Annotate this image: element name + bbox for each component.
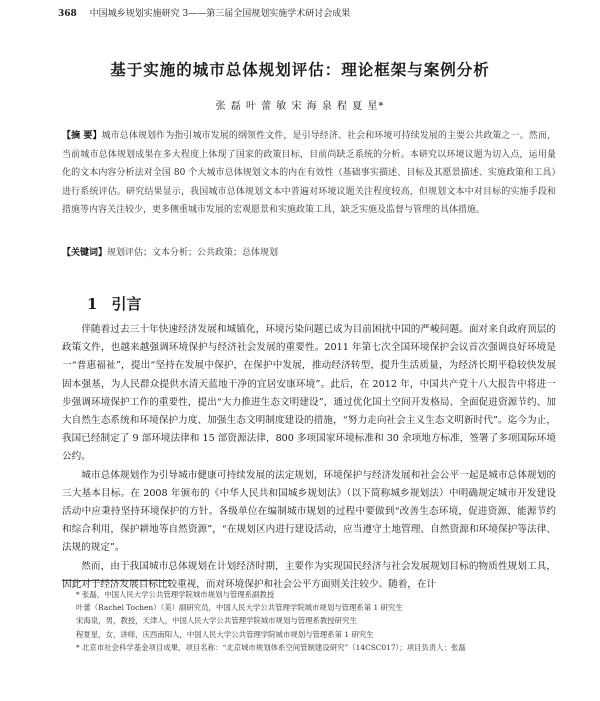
body-paragraph: 伴随着过去三十年快速经济发展和城镇化，环境污染问题已成为目前困扰中国的严峻问题。面对来自政府顶层的政策文件，也越来越强调环境保护与经济社会发展的重要性。2011 年第七次全国环境保护会议首次强调良好环境是一“普惠福祉”，提出“坚持在发展中保护，在保护中发展，推动经济转型，提升生活质量，为经济长期平稳较快发展固本强基，为人民群众提供水清天蓝地干净的宜居安康环境”。此后，在 2012 年，中国共产党十八大报告中将进一步强调环境保护工作的重要性，提出“大力推进生态文明建设”，通过优化国土空间开发格局、全面促进资源节约、加大自然生态系统和环境保护力度、加强生态文明制度建设的措施，“努力走向社会主义生态文明新时代”。迄今为止，我国已经制定了 9 部环境法律和 15 部资源法律，800 多项国家环境标准和 30 余项地方标准，签署了多项国际环境公约。 (62, 324, 556, 463)
page-number: 368 (58, 9, 77, 19)
keywords-text: 规划评估；文本分析；公共政策；总体规划 (107, 248, 279, 258)
footnote-divider (62, 580, 172, 581)
body-paragraph: 城市总体规划作为引导城市健康可持续发展的法定规划，环境保护与经济发展和社会公平一起是城市总体规划的三大基本目标。在 2008 年颁布的《中华人民共和国城乡规划法》（以下简称城乡规划法）中明确规定城市开发建设活动中应秉持坚持环境保护的方针。各级单位在编制城市规划的过程中要做到“改善生态环境，促进资源、能源节约和综合利用，保护耕地等自然资源”，“在规划区内进行建设活动，应当遵守土地管理、自然资源和环境保护等法律、法规的规定”。 (62, 469, 556, 554)
article-title: 基于实施的城市总体规划评估：理论框架与案例分析 (110, 61, 490, 79)
footnote-line: 叶蕾（Rachel Tochen）（美）副研究员，中国人民大学公共管理学院城市规划与管理系第 1 研究生 (76, 603, 403, 613)
footnote-line: * 北京市社会科学基金项目成果，项目名称：“北京城市规划体系空间管制建设研究”（14CSC017）；项目负责人：张磊 (76, 642, 466, 652)
keywords-label: 【关键词】 (62, 248, 108, 258)
abstract-label: 【摘 要】 (62, 131, 102, 141)
body-paragraph: 然而，由于我国城市总体规划在计划经济时期，主要作为实现国民经济与社会发展规划目标的物质性规划工具，因此对于经济发展目标比较重视，而对环境保护和社会公平方面则关注较少。随着，在计 (62, 560, 556, 590)
section-title: 引言 (111, 295, 142, 313)
footnote-line: 宋海泉，男，教授，天津人，中国人民大学公共管理学院城市规划与管理系教授研究生 (76, 616, 357, 626)
footnote-line: * 张磊，中国人民大学公共管理学院城市规划与管理系副教授 (76, 590, 275, 599)
body-text (62, 321, 556, 594)
running-title: 中国城乡规划实施研究 3——第三届全国规划实施学术研讨会成果 (89, 9, 351, 19)
abstract (62, 127, 556, 220)
section-number: 1 (87, 295, 98, 313)
keywords (62, 245, 556, 258)
footnote-line: 程夏星，女，讲师，庆西南阳人，中国人民大学公共管理学院城市规划与管理系第 1 研究生 (76, 629, 374, 639)
section-heading (87, 293, 141, 314)
footnotes (76, 588, 556, 654)
author-list: 张 磊 叶 蕾 敏 宋 海 泉 程 夏 星* (215, 101, 385, 112)
abstract-text: 城市总体规划作为指引城市发展的纲领性文件，是引导经济、社会和环境可持续发展的主要公共政策之一。然而，当前城市总体规划成果在多大程度上体现了国家的政策目标，目前尚缺乏系统的分析。本研究以环境议题为切入点，运用量化的文本内容分析法对全国 80 个大城市总体规划文本的内在有效性（基础事实描述、目标及其愿景描述、实施政策和工具）进行系统评估。研究结果显示，我国城市总体规划文本中普遍对环境议题关注程度较高，但规划文本中对目标的实施手段和措施等内容关注较少，更多侧重城市发展的宏观愿景和实施政策工具，缺乏实施及监督与管理的具体措施。 (62, 131, 556, 216)
running-header (58, 6, 558, 22)
